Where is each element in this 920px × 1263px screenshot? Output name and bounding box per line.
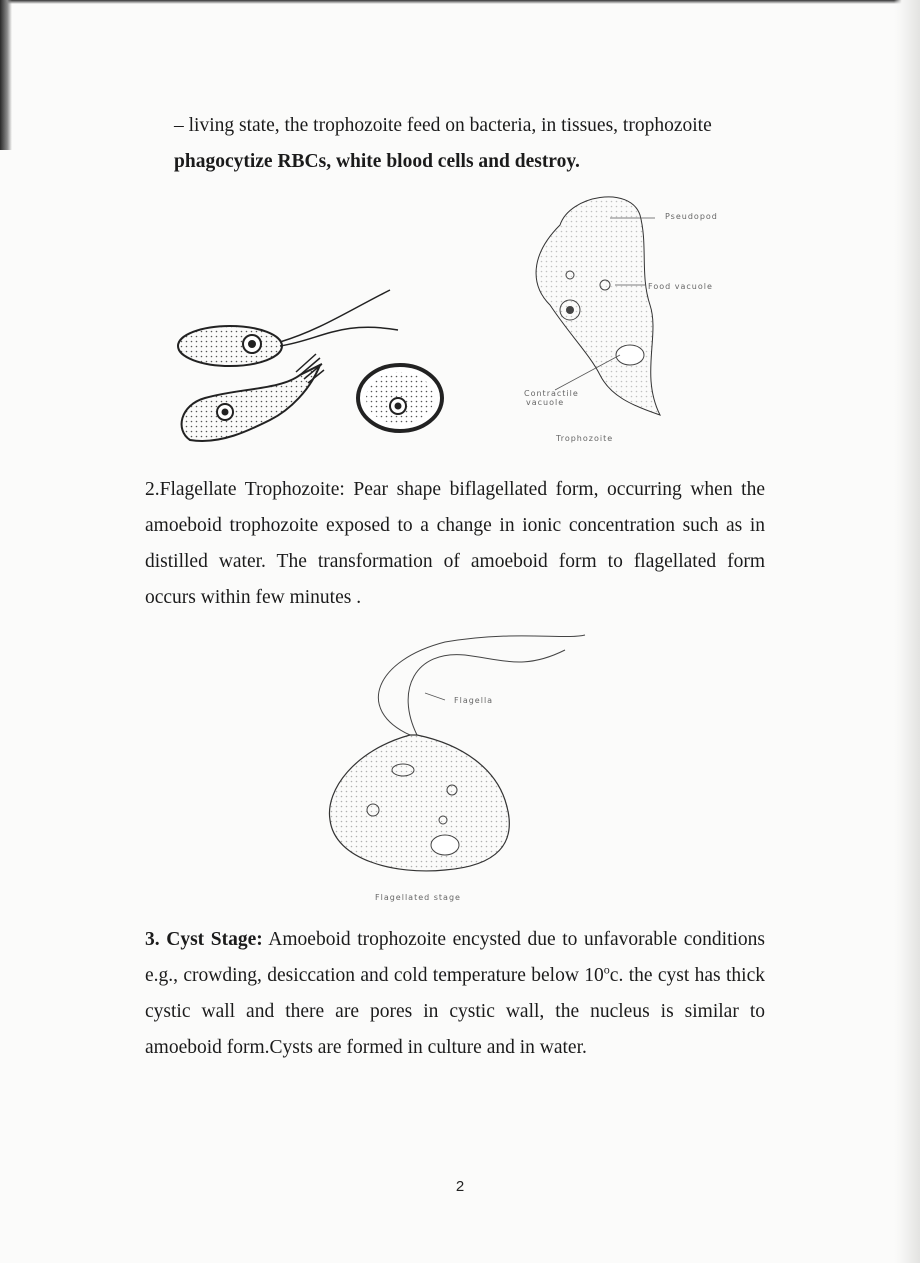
cyst-paragraph bbox=[145, 922, 765, 1066]
scan-shadow-right bbox=[894, 0, 920, 1263]
trophozoite-forms-figure bbox=[170, 280, 470, 460]
amoeboid-cell-drawing bbox=[182, 354, 324, 441]
flagellated-stage-figure bbox=[315, 630, 605, 910]
label-flagella: Flagella bbox=[454, 696, 494, 705]
intro-line-1: – living state, the trophozoite feed on bacteria, in tissues, trophozoite bbox=[174, 115, 712, 136]
intro-line-2: phagocytize RBCs, white blood cells and destroy. bbox=[174, 151, 580, 172]
intro-paragraph bbox=[174, 108, 814, 180]
scan-shadow-left bbox=[0, 0, 12, 150]
page-number: 2 bbox=[455, 1178, 465, 1195]
degree-superscript: o bbox=[603, 962, 610, 977]
label-contractile-2: vacuole bbox=[526, 398, 565, 407]
cyst-heading: 3. Cyst Stage: bbox=[145, 929, 263, 950]
label-flagellated-stage: Flagellated stage bbox=[375, 893, 461, 902]
label-pseudopod: Pseudopod bbox=[665, 212, 718, 221]
label-contractile-1: Contractile bbox=[524, 389, 579, 398]
cyst-text-b: c. the cyst has thick cystic wall and there are pores in cystic wall, the nucleus is similar to amoeboid form.Cysts are formed in culture and in water. bbox=[145, 965, 765, 1058]
cyst-text-a: Amoeboid trophozoite encysted due to unfavorable conditions e.g., crowding, desiccation and cold temperature below 10 bbox=[145, 929, 765, 986]
label-food-vacuole: Food vacuole bbox=[648, 282, 713, 291]
label-trophozoite: Trophozoite bbox=[556, 434, 614, 443]
flagellate-cell-drawing bbox=[178, 290, 398, 366]
labeled-trophozoite-figure bbox=[510, 185, 730, 450]
scan-shadow-top bbox=[0, 0, 920, 4]
flagellate-paragraph: 2.Flagellate Trophozoite: Pear shape biflagellated form, occurring when the amoeboid trophozoite exposed to a change in ionic concentration such as in distilled water. The transformation of amoeboid form to flagellated form occurs within few minutes . bbox=[145, 479, 765, 608]
cyst-drawing bbox=[358, 365, 442, 431]
